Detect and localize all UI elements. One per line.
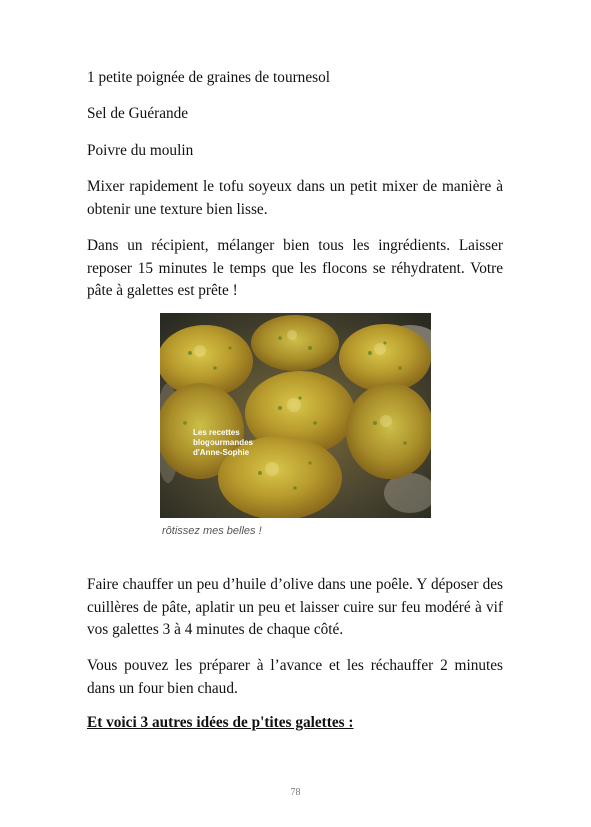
photo-watermark-line1: Les recettes xyxy=(193,428,240,437)
ingredient-line-pepper: Poivre du moulin xyxy=(87,142,194,159)
galettes-photo xyxy=(160,313,431,518)
section-heading-more-galettes: Et voici 3 autres idées de p'tites galettes : xyxy=(87,714,354,731)
instruction-paragraph-cook: Faire chauffer un peu d’huile d’olive dans une poêle. Y déposer des cuillères de pâte, aplatir un peu et laisser cuire sur feu modéré à vif vos galettes 3 à 4 minutes de chaque côté. xyxy=(87,576,503,638)
ingredient-line-salt: Sel de Guérande xyxy=(87,105,189,122)
photo-watermark-line2: blogourmandes xyxy=(193,438,254,447)
page-number: 78 xyxy=(290,787,301,798)
ingredient-line-sunflower-seeds: 1 petite poignée de graines de tournesol xyxy=(87,69,330,86)
instruction-paragraph-combine: Dans un récipient, mélanger bien tous les ingrédients. Laisser reposer 15 minutes le temps que les flocons se réhydratent. Votre pâte à galettes est prête ! xyxy=(87,237,503,299)
instruction-paragraph-mix: Mixer rapidement le tofu soyeux dans un petit mixer de manière à obtenir une texture bien lisse. xyxy=(87,178,503,218)
instruction-paragraph-reheat: Vous pouvez les préparer à l’avance et les réchauffer 2 minutes dans un four bien chaud. xyxy=(87,657,503,697)
photo-watermark-line3: d'Anne-Sophie xyxy=(193,448,250,457)
photo-caption: rôtissez mes belles ! xyxy=(162,525,262,537)
